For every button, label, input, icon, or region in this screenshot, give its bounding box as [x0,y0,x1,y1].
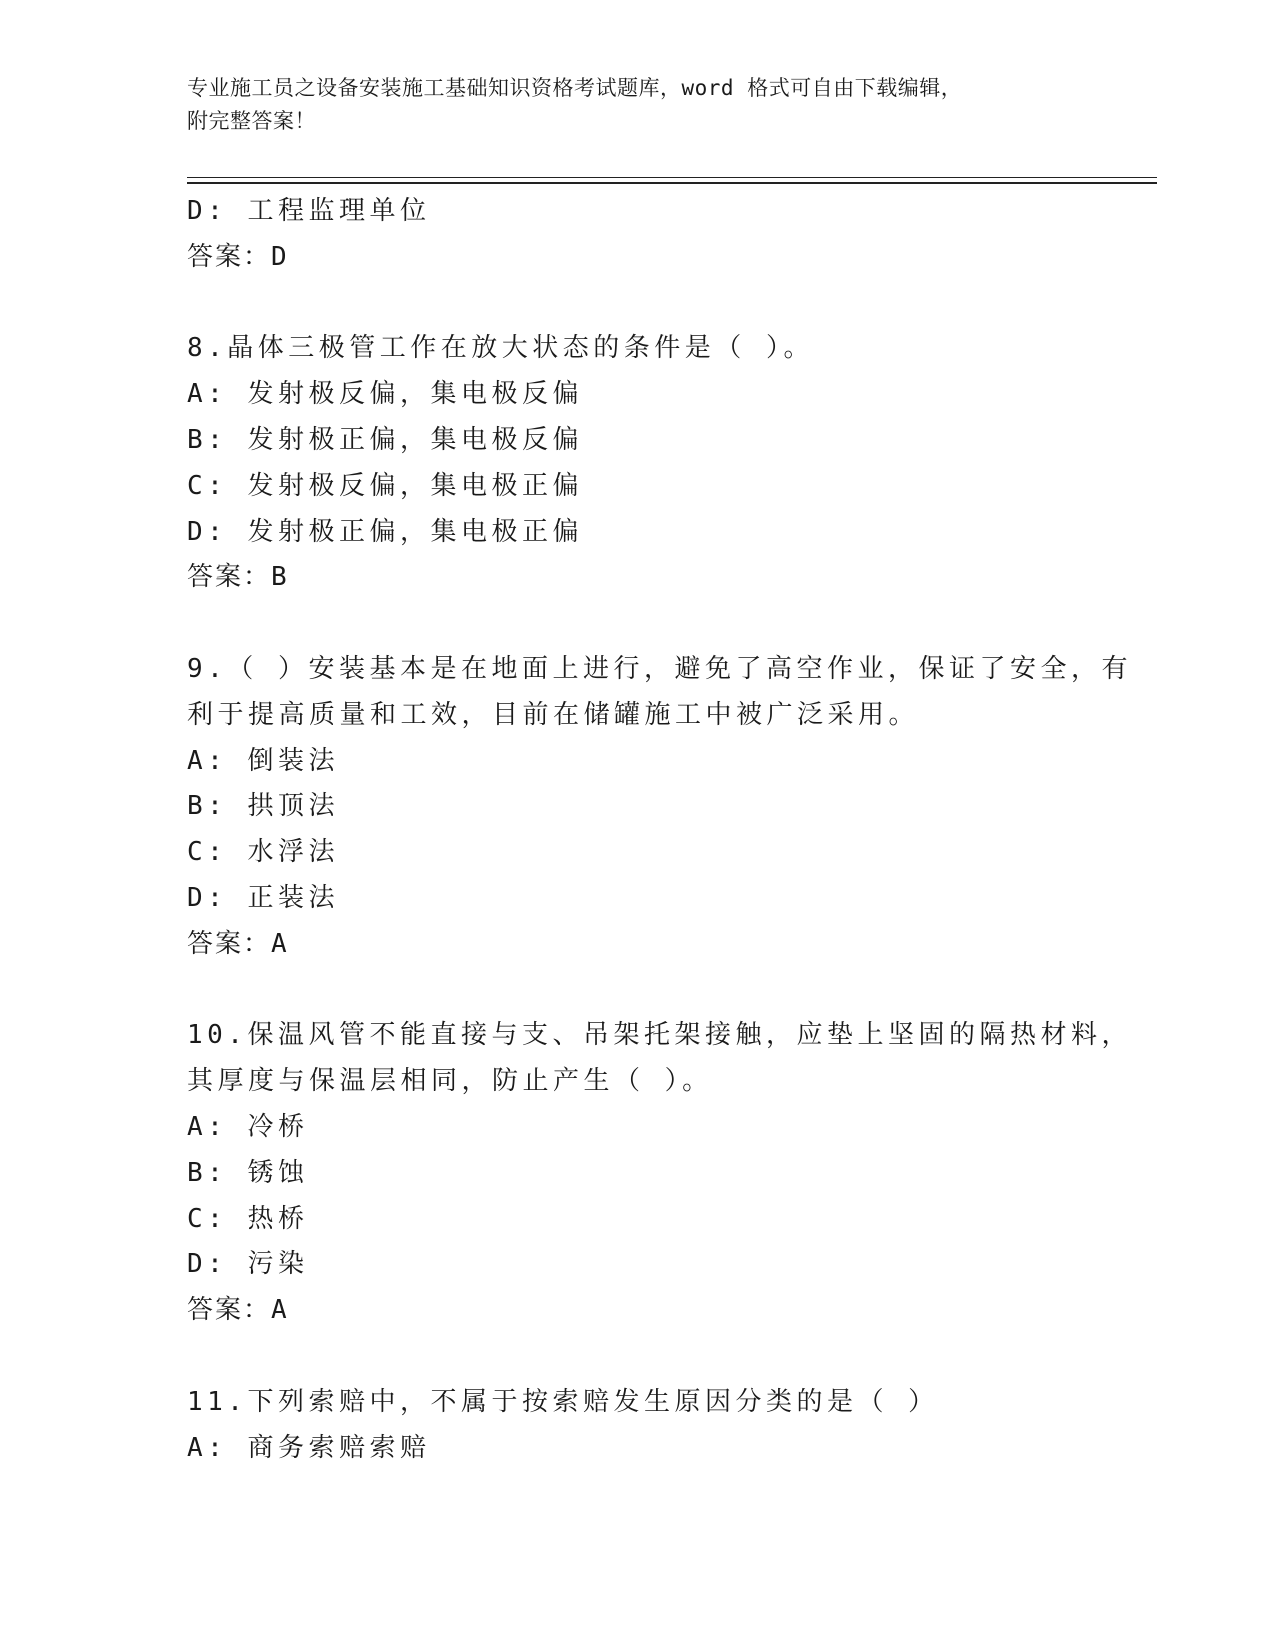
spacer [187,968,1117,1014]
option-a: A: 发射极反偏，集电极反偏 [187,379,583,410]
option-c: C: 发射极反偏，集电极正偏 [187,470,583,501]
spacer [187,1334,1117,1380]
header-divider-thin [187,177,1157,178]
header-line-2: 附完整答案！ [187,109,316,133]
question-stem: 8.晶体三极管工作在放大状态的条件是（ ）。 [187,333,814,364]
document-page [187,0,1157,1650]
option-b: B: 拱顶法 [187,791,339,822]
option-a: A: 商务索赔索赔 [187,1432,431,1463]
answer: 答案：A [187,928,289,959]
option-d: D: 污染 [187,1249,309,1280]
spacer [187,281,1117,327]
question-11 [187,1380,1117,1472]
option-c: C: 热桥 [187,1203,309,1234]
question-stem: 9.（ ）安装基本是在地面上进行，避免了高空作业，保证了安全，有 [187,653,1132,684]
answer: 答案：A [187,1295,289,1326]
option-c: C: 水浮法 [187,837,339,868]
question-9 [187,647,1132,968]
option-b: B: 锈蚀 [187,1157,309,1188]
header-line-1: 专业施工员之设备安装施工基础知识资格考试题库，word 格式可自由下载编辑， [187,76,963,100]
question-stem: 利于提高质量和工效，目前在储罐施工中被广泛采用。 [187,699,920,730]
option-a: A: 冷桥 [187,1111,309,1142]
question-8 [187,326,1117,601]
question-list [187,189,1132,1471]
option-b: B: 发射极正偏，集电极反偏 [187,424,583,455]
option-a: A: 倒装法 [187,745,339,776]
question-stem: 10.保温风管不能直接与支、吊架托架接触，应垫上坚固的隔热材料， [187,1020,1132,1051]
question-10 [187,1013,1132,1334]
question-stem: 其厚度与保温层相同，防止产生（ ）。 [187,1066,713,1097]
spacer [187,601,1117,647]
option-d: D: 发射极正偏，集电极正偏 [187,516,583,547]
question-stem: 11.下列索赔中，不属于按索赔发生原因分类的是（ ） [187,1386,939,1417]
answer: 答案：B [187,562,289,593]
document-header [187,72,1087,138]
header-divider-thick [187,182,1157,184]
option-d: D: 工程监理单位 [187,196,431,226]
option-d: D: 正装法 [187,882,339,913]
answer: 答案：D [187,241,289,272]
